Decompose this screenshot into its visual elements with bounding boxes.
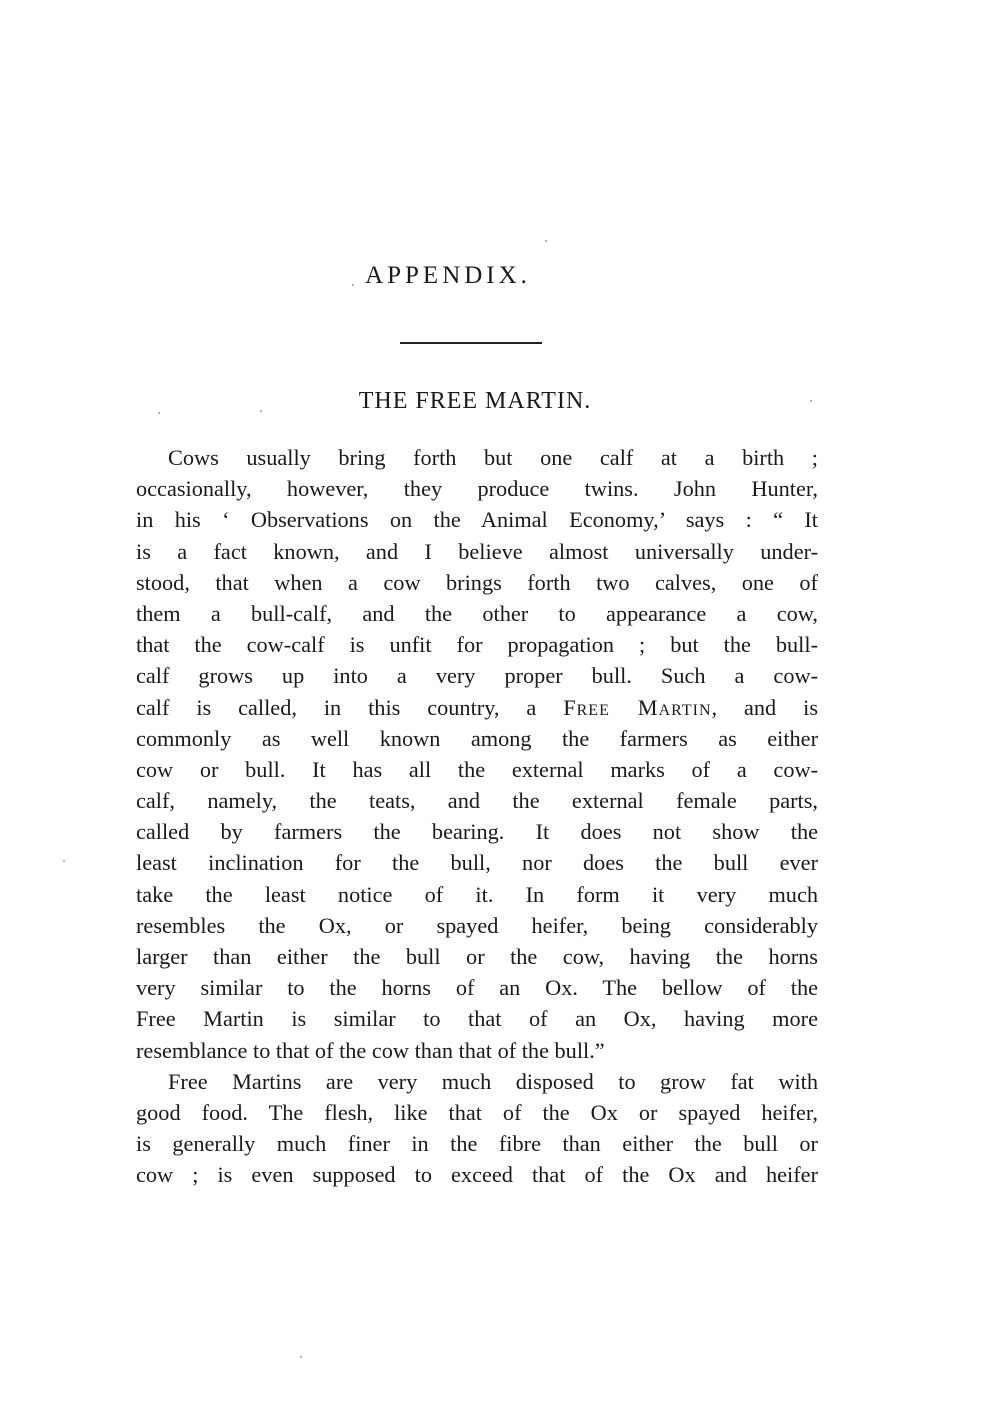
appendix-heading: APPENDIX. (365, 262, 531, 289)
text-line: is generally much finer in the fibre than either the bull or (136, 1131, 818, 1157)
text-line: commonly as well known among the farmers as either (136, 725, 818, 751)
text-line: resembles the Ox, or spayed heifer, being considerably (136, 912, 818, 938)
scan-speck (260, 410, 262, 412)
text-line: Cows usually bring forth but one calf at a birth ; (168, 445, 818, 470)
text-line: cow ; is even supposed to exceed that of the Ox and heifer (136, 1162, 818, 1188)
text-line: in his ‘ Observations on the Animal Economy,’ says : “ It (136, 507, 818, 533)
paragraph-2 (136, 1066, 818, 1191)
text-line: take the least notice of it. In form it very much (136, 881, 818, 907)
text-line: called by farmers the bearing. It does not show the (136, 819, 818, 845)
scan-speck (63, 860, 65, 862)
scan-speck (352, 284, 354, 286)
text-line: Free Martin is similar to that of an Ox, having more (136, 1006, 818, 1032)
text-line: calf grows up into a very proper bull. Such a cow- (136, 663, 818, 689)
text-line: is a fact known, and I believe almost universally under- (136, 538, 818, 564)
text-line: cow or bull. It has all the external marks of a cow- (136, 756, 818, 782)
scan-speck (545, 240, 547, 242)
text-line: occasionally, however, they produce twins. John Hunter, (136, 476, 818, 502)
scan-speck (300, 1356, 302, 1358)
scan-speck (810, 400, 812, 402)
text-line-small-caps: calf is called, in this country, a Free Martin, and is (136, 694, 818, 720)
paragraph-1 (136, 442, 818, 1066)
text-line: Free Martins are very much disposed to grow fat with (168, 1068, 818, 1094)
text-line: calf, namely, the teats, and the external female parts, (136, 788, 818, 814)
heading-rule (400, 342, 542, 344)
text-line: resemblance to that of the cow than that of the bull.” (136, 1037, 605, 1063)
text-line: stood, that when a cow brings forth two calves, one of (136, 569, 818, 595)
text-line: that the cow-calf is unfit for propagation ; but the bull- (136, 632, 818, 658)
text-line: good food. The flesh, like that of the Ox or spayed heifer, (136, 1099, 818, 1125)
text-line: least inclination for the bull, nor does the bull ever (136, 850, 818, 876)
body-text (136, 442, 818, 1191)
text-line: larger than either the bull or the cow, having the horns (136, 944, 818, 969)
text-line: them a bull-calf, and the other to appearance a cow, (136, 600, 818, 626)
section-title: THE FREE MARTIN. (358, 388, 592, 414)
text-line: very similar to the horns of an Ox. The bellow of the (136, 975, 818, 1001)
scan-speck (158, 412, 160, 414)
